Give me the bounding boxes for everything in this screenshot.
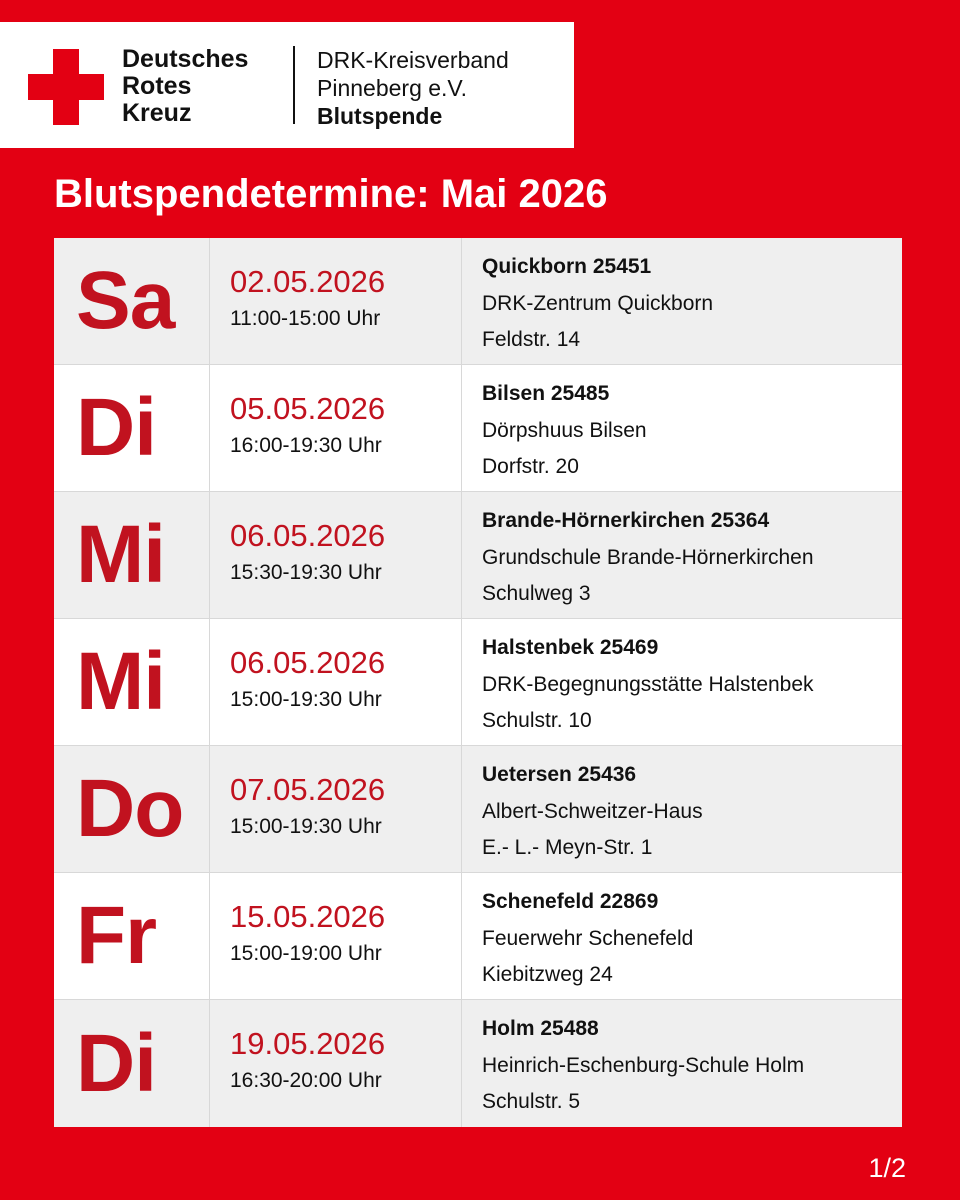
kreisverband-service: Blutspende [317, 103, 443, 129]
date: 19.05.2026 [230, 1026, 386, 1061]
venue: Feuerwehr Schenefeld [482, 926, 694, 950]
town: Uetersen 25436 [482, 763, 637, 786]
date: 15.05.2026 [230, 899, 386, 934]
weekday: Do [54, 746, 210, 872]
weekday: Sa [54, 238, 210, 364]
date-time-cell [210, 1000, 462, 1127]
weekday: Mi [54, 492, 210, 618]
date: 07.05.2026 [230, 772, 386, 807]
street: Kiebitzweg 24 [482, 963, 613, 986]
location-cell [462, 1000, 902, 1127]
appointment-row [54, 492, 902, 619]
street: Schulstr. 5 [482, 1090, 581, 1113]
weekday: Di [54, 365, 210, 491]
date-time-cell [210, 365, 462, 491]
location-cell [462, 492, 902, 618]
street: Schulweg 3 [482, 582, 591, 605]
red-cross-icon [28, 49, 104, 125]
date: 05.05.2026 [230, 391, 386, 426]
street: Schulstr. 10 [482, 709, 592, 732]
location-cell [462, 619, 902, 745]
time: 15:00-19:30 Uhr [230, 815, 382, 838]
venue: Grundschule Brande-Hörnerkirchen [482, 545, 814, 569]
venue: Albert-Schweitzer-Haus [482, 799, 703, 823]
time: 11:00-15:00 Uhr [230, 307, 381, 330]
town: Halstenbek 25469 [482, 636, 659, 659]
date-time-cell [210, 238, 462, 364]
town: Schenefeld 22869 [482, 890, 659, 913]
org-name-line: Rotes [122, 72, 192, 100]
town: Holm 25488 [482, 1017, 599, 1040]
date-time-cell [210, 873, 462, 999]
weekday: Di [54, 1000, 210, 1127]
venue: DRK-Zentrum Quickborn [482, 291, 714, 315]
street: Feldstr. 14 [482, 328, 581, 351]
date-time-cell [210, 746, 462, 872]
appointment-row [54, 1000, 902, 1127]
location-cell [462, 238, 902, 364]
kreisverband-name [317, 46, 509, 130]
org-name-line: Deutsches [122, 45, 249, 73]
location-cell [462, 873, 902, 999]
time: 15:00-19:30 Uhr [230, 688, 382, 711]
date: 06.05.2026 [230, 645, 386, 680]
weekday: Mi [54, 619, 210, 745]
appointment-row [54, 365, 902, 492]
location-cell [462, 365, 902, 491]
town: Quickborn 25451 [482, 255, 652, 278]
time: 15:00-19:00 Uhr [230, 942, 382, 965]
page-title: Blutspendetermine: Mai 2026 [54, 172, 608, 216]
kreisverband-line: Pinneberg e.V. [317, 75, 468, 101]
town: Bilsen 25485 [482, 382, 610, 405]
weekday: Fr [54, 873, 210, 999]
time: 16:00-19:30 Uhr [230, 434, 382, 457]
date-time-cell [210, 619, 462, 745]
org-name [122, 46, 248, 127]
town: Brande-Hörnerkirchen 25364 [482, 509, 770, 532]
location-cell [462, 746, 902, 872]
venue: Dörpshuus Bilsen [482, 418, 647, 442]
street: Dorfstr. 20 [482, 455, 579, 478]
appointment-row [54, 619, 902, 746]
logo-divider [293, 46, 295, 124]
appointment-row [54, 873, 902, 1000]
date-time-cell [210, 492, 462, 618]
time: 16:30-20:00 Uhr [230, 1069, 382, 1092]
date: 06.05.2026 [230, 518, 386, 553]
logo-box [0, 22, 574, 148]
appointment-row [54, 746, 902, 873]
page-indicator: 1/2 [868, 1153, 906, 1183]
kreisverband-line: DRK-Kreisverband [317, 47, 509, 73]
time: 15:30-19:30 Uhr [230, 561, 382, 584]
date: 02.05.2026 [230, 264, 386, 299]
appointments-table [54, 238, 902, 1128]
appointment-row [54, 238, 902, 365]
org-name-line: Kreuz [122, 99, 192, 127]
street: E.- L.- Meyn-Str. 1 [482, 836, 653, 859]
venue: DRK-Begegnungsstätte Halstenbek [482, 672, 814, 696]
venue: Heinrich-Eschenburg-Schule Holm [482, 1053, 805, 1077]
